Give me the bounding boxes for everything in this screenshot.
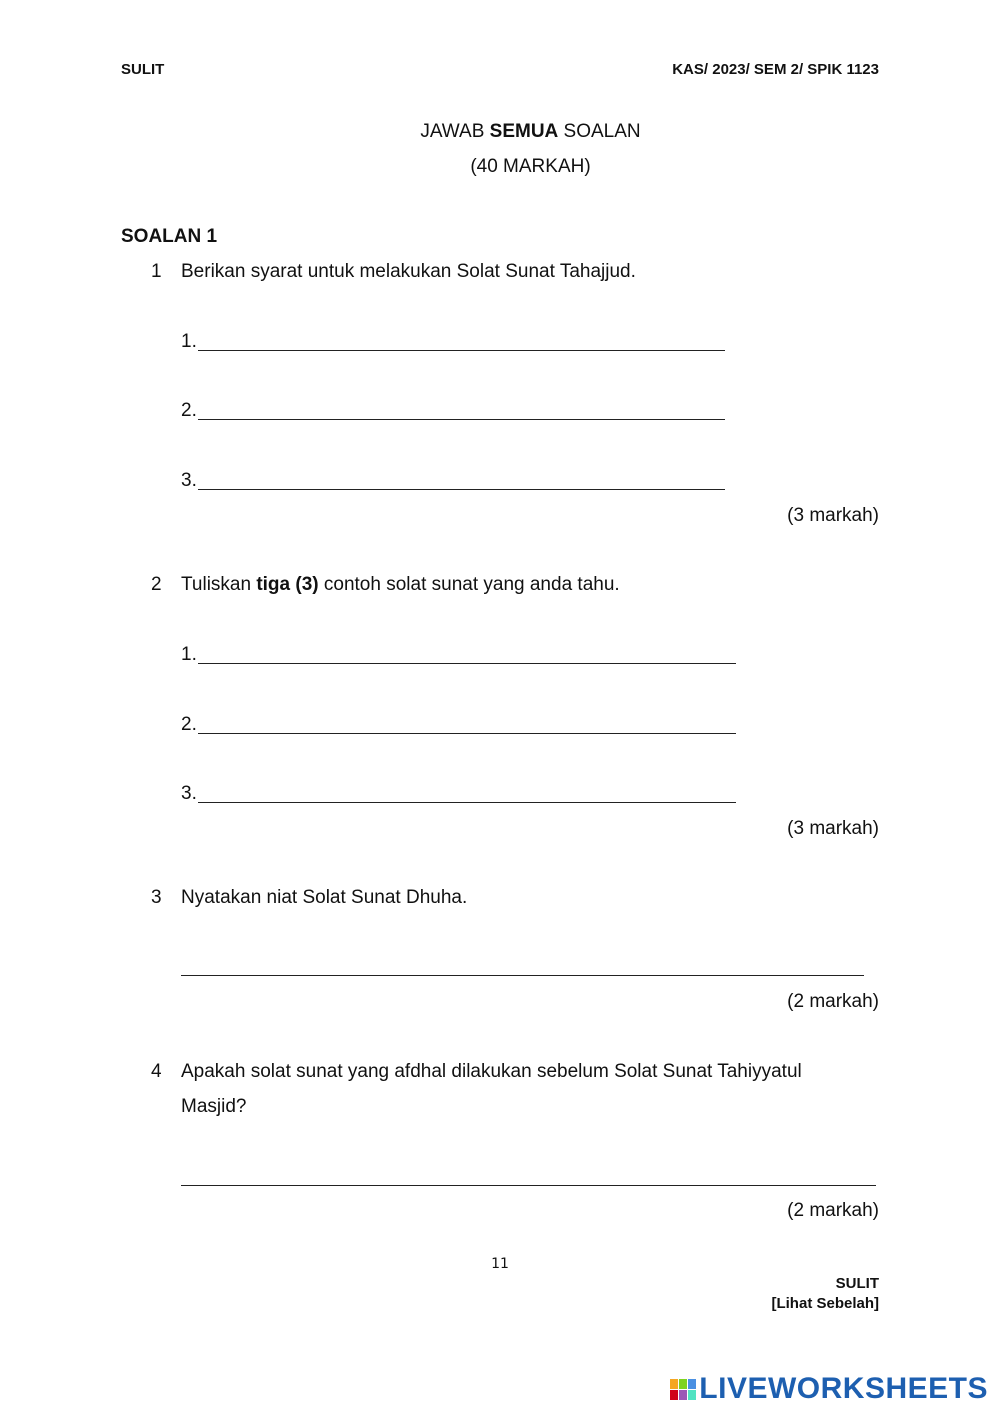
question-text-line-1: Apakah solat sunat yang afdhal dilakukan sebelum Solat Sunat Tahiyyatul xyxy=(181,1061,802,1082)
answer-label: 1. xyxy=(181,331,197,352)
answer-blank[interactable] xyxy=(181,1185,876,1186)
answer-label: 2. xyxy=(181,400,197,421)
question-text-part: contoh solat sunat yang anda tahu. xyxy=(318,574,620,595)
marks-label: (2 markah) xyxy=(787,1200,879,1221)
footer-classification: SULIT xyxy=(835,1275,879,1292)
question-text-line-2: Masjid? xyxy=(181,1096,247,1117)
answer-blank[interactable] xyxy=(198,645,736,664)
marks-label: (3 markah) xyxy=(787,818,879,839)
answer-label: 3. xyxy=(181,783,197,804)
answer-label: 3. xyxy=(181,470,197,491)
answer-label: 2. xyxy=(181,714,197,735)
answer-line[interactable] xyxy=(181,783,736,805)
logo-tile xyxy=(688,1379,696,1389)
answer-blank[interactable] xyxy=(198,332,725,351)
answer-blank[interactable] xyxy=(198,401,725,420)
question-text xyxy=(181,574,620,596)
answer-line[interactable] xyxy=(181,331,725,353)
instruction-text: SOALAN xyxy=(558,121,641,142)
logo-tile xyxy=(679,1379,687,1389)
marks-label: (2 markah) xyxy=(787,991,879,1012)
logo-tile xyxy=(679,1390,687,1400)
question-number: 2 xyxy=(151,574,162,595)
answer-line[interactable] xyxy=(181,714,736,736)
instruction-text: JAWAB xyxy=(420,121,490,142)
logo-tile xyxy=(670,1390,678,1400)
question-emphasis: tiga (3) xyxy=(256,574,319,595)
page-number: 11 xyxy=(491,1256,509,1272)
question-number: 4 xyxy=(151,1061,162,1082)
answer-line[interactable] xyxy=(181,644,736,666)
instruction-line-2: (40 MARKAH) xyxy=(470,156,591,177)
question-text-part: Tuliskan xyxy=(181,574,257,595)
section-title: SOALAN 1 xyxy=(121,226,218,247)
logo-tile xyxy=(670,1379,678,1389)
answer-blank[interactable] xyxy=(181,975,864,976)
answer-line[interactable] xyxy=(181,470,725,492)
question-text: Nyatakan niat Solat Sunat Dhuha. xyxy=(181,887,468,908)
liveworksheets-wordmark: LIVEWORKSHEETS xyxy=(699,1372,988,1405)
logo-tile xyxy=(688,1390,696,1400)
header-left: SULIT xyxy=(121,61,165,78)
answer-blank[interactable] xyxy=(198,471,725,490)
footer-next-page: [Lihat Sebelah] xyxy=(771,1295,879,1312)
instruction-emphasis: SEMUA xyxy=(489,121,559,142)
question-number: 3 xyxy=(151,887,162,908)
instruction-line-1 xyxy=(0,121,1000,143)
question-number: 1 xyxy=(151,261,162,282)
question-text: Berikan syarat untuk melakukan Solat Sunat Tahajjud. xyxy=(181,261,636,282)
answer-blank[interactable] xyxy=(198,784,736,803)
answer-label: 1. xyxy=(181,644,197,665)
liveworksheets-logo xyxy=(670,1372,988,1406)
answer-blank[interactable] xyxy=(198,715,736,734)
liveworksheets-icon xyxy=(670,1379,696,1400)
header-right: KAS/ 2023/ SEM 2/ SPIK 1123 xyxy=(672,61,879,78)
marks-label: (3 markah) xyxy=(787,505,879,526)
answer-line[interactable] xyxy=(181,400,725,422)
